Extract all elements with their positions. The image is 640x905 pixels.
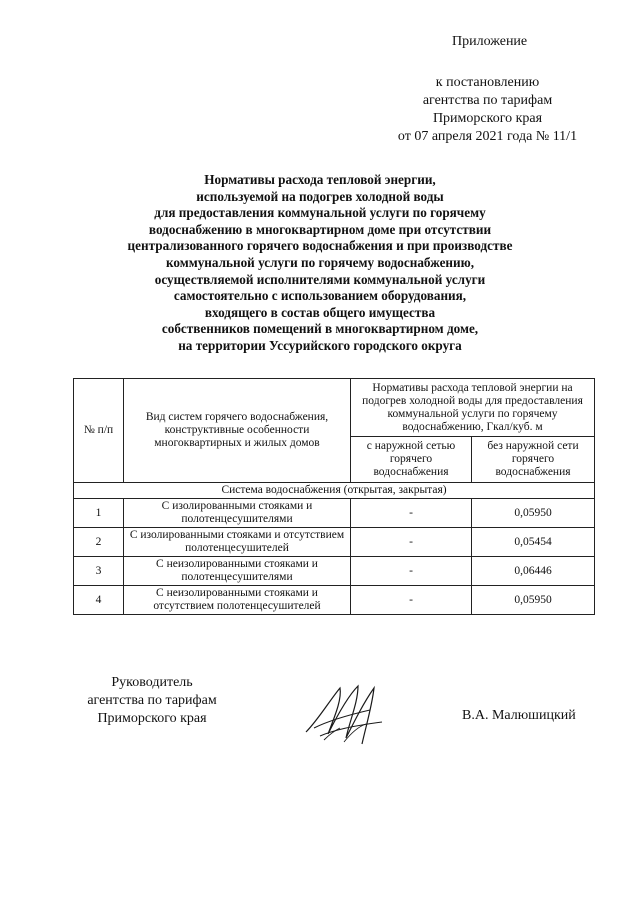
handwritten-signature — [300, 682, 392, 750]
signatory-position — [72, 674, 232, 728]
position-line: агентства по тарифам — [87, 693, 217, 708]
title-line: для предоставления коммунальной услуги по горячему — [154, 205, 486, 221]
row-without-net: 0,05950 — [472, 586, 595, 615]
header-with-net: с наружной сетью горячего водоснабжения — [351, 437, 472, 483]
table-row — [74, 499, 595, 528]
header-norms: Нормативы расхода тепловой энергии на подогрев холодной воды для предоставления коммунальной услуги по горячему водоснабжению, Гкал/куб. м — [351, 379, 595, 437]
position-line: Руководитель — [111, 675, 193, 690]
title-line: входящего в состав общего имущества — [204, 304, 436, 320]
appendix-title: Приложение — [452, 34, 528, 49]
table-row — [74, 557, 595, 586]
title-line: используемой на подогрев холодной воды — [196, 188, 444, 204]
document-title — [60, 172, 580, 355]
row-with-net: - — [351, 557, 472, 586]
appendix-line: агентства по тарифам — [422, 93, 553, 108]
row-with-net: - — [351, 499, 472, 528]
title-line: самостоятельно с использованием оборудования, — [173, 288, 467, 304]
table-header-row — [74, 379, 595, 437]
appendix-reference — [380, 74, 595, 146]
title-line: Нормативы расхода тепловой энергии, — [204, 172, 436, 187]
section-label: Система водоснабжения (открытая, закрытая) — [74, 483, 595, 499]
row-num: 2 — [74, 528, 124, 557]
position-line: Приморского края — [97, 711, 207, 726]
row-with-net: - — [351, 586, 472, 615]
row-num: 1 — [74, 499, 124, 528]
table-row — [74, 586, 595, 615]
row-desc: С изолированными стояками и отсутствием полотенцесушителей — [124, 528, 351, 557]
title-line: собственников помещений в многоквартирном доме, — [161, 321, 479, 337]
appendix-line: Приморского края — [432, 111, 543, 126]
row-without-net: 0,06446 — [472, 557, 595, 586]
title-line: централизованного горячего водоснабжения и при производстве — [127, 238, 513, 254]
table-section-row — [74, 483, 595, 499]
table-row — [74, 528, 595, 557]
title-line: осуществляемой исполнителями коммунальной услуги — [154, 271, 486, 287]
row-num: 3 — [74, 557, 124, 586]
appendix-line: от 07 апреля 2021 года № 11/1 — [397, 129, 578, 144]
row-with-net: - — [351, 528, 472, 557]
row-num: 4 — [74, 586, 124, 615]
title-line: коммунальной услуги по горячему водоснабжению, — [165, 254, 475, 270]
row-without-net: 0,05950 — [472, 499, 595, 528]
row-desc: С неизолированными стояками и полотенцесушителями — [124, 557, 351, 586]
header-system-type: Вид систем горячего водоснабжения, конструктивные особенности многоквартирных и жилых домов — [124, 379, 351, 483]
appendix-line: к постановлению — [435, 75, 540, 90]
row-without-net: 0,05454 — [472, 528, 595, 557]
row-desc: С неизолированными стояками и отсутствием полотенцесушителей — [124, 586, 351, 615]
header-num: № п/п — [74, 379, 124, 483]
title-line: на территории Уссурийского городского округа — [178, 337, 462, 353]
row-desc: С изолированными стояками и полотенцесушителями — [124, 499, 351, 528]
signer-name: В.А. Малюшицкий — [462, 708, 576, 723]
title-line: водоснабжению в многоквартирном доме при отсутствии — [148, 221, 492, 237]
norms-table — [73, 378, 595, 615]
header-without-net: без наружной сети горячего водоснабжения — [472, 437, 595, 483]
